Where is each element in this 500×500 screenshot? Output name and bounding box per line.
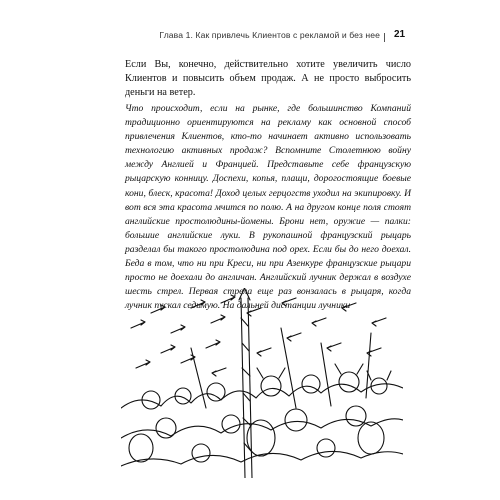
arrow-mark xyxy=(247,308,261,316)
arrow-mark xyxy=(282,298,296,306)
arrow-mark xyxy=(327,343,341,351)
arrow-mark xyxy=(151,305,165,313)
header-divider xyxy=(384,33,385,42)
arrow-mark xyxy=(342,303,356,311)
arrow-mark xyxy=(171,325,185,333)
arrow-mark xyxy=(206,340,220,348)
arrows-cloud xyxy=(131,295,386,376)
arrow-mark xyxy=(372,318,386,326)
arrow-mark xyxy=(136,360,150,368)
arrow-mark xyxy=(211,315,225,323)
battle-illustration-icon xyxy=(121,288,403,478)
arrow-mark xyxy=(191,300,205,308)
arrow-mark xyxy=(221,295,235,303)
paragraph-intro: Если Вы, конечно, действительно хотите увеличить число Клиентов и повысить объем продаж. А не просто выбросить деньги на ветер. xyxy=(125,59,411,99)
running-head: Глава 1. Как привлечь Клиентов с рекламой и без нее xyxy=(159,30,380,40)
paragraph-italic: Что происходит, если на рынке, где большинство Компаний традиционно ориентируются на рекламу как основной способ привлечения Клиентов, кто-то начинает активно использовать технологию активных продаж? Вспомните Столетнюю войну между Англией и Францией. Представьте себе французскую рыцарскую конницу. Доспехи, копья, плащи, дорогостоящие боевые кони, блеск, красота! Доход целых герцогств уходил на экипировку. И вот вся эта красота мчится по полю. А на другом конце поля стоят английские простолюдины-йомены. Брони нет, оружие — палки: большие английские луки. В рукопашной французский рыцарь разделал бы такого простолюдина под орех. Если бы до него доехал. Беда в том, что ни при Креси, ни при Азенкуре французские рыцари просто не доехали до англичан. Английский лучник держал в воздухе шесть стрел. Первая стрела еще раз вонзалась в рыцаря, когда лучник пускал седьмую. На дальней дистанции лучники xyxy=(125,103,411,312)
arrow-mark xyxy=(312,318,326,326)
arrow-mark xyxy=(287,333,301,341)
arrow-mark xyxy=(212,368,226,376)
page-number: 21 xyxy=(394,29,406,40)
arrow-mark xyxy=(161,345,175,353)
arrow-mark xyxy=(257,348,271,356)
arrow-mark xyxy=(131,320,145,328)
